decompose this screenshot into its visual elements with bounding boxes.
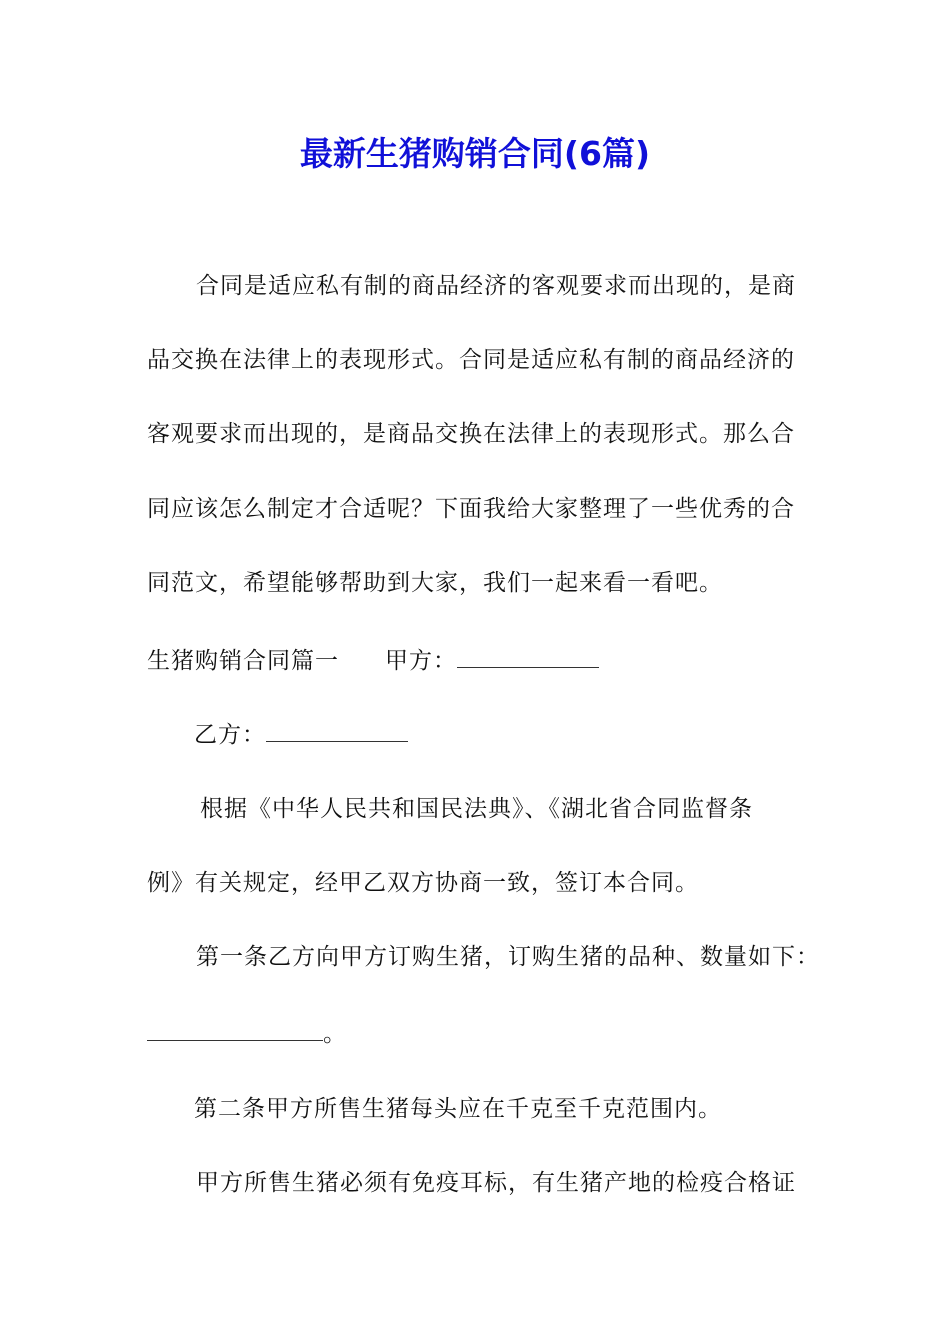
party-a-label: 甲方： <box>385 648 457 674</box>
article-2: 第二条甲方所售生猪每头应在千克至千克范围内。 <box>194 1096 722 1122</box>
intro-line-4: 同应该怎么制定才合适呢？下面我给大家整理了一些优秀的合 <box>147 496 795 522</box>
article-1-blank <box>147 1018 323 1041</box>
section-heading: 生猪购销合同篇一 <box>147 648 339 674</box>
article-2-continued: 甲方所售生猪必须有免疫耳标，有生猪产地的检疫合格证 <box>196 1170 796 1196</box>
party-b-blank <box>266 719 408 742</box>
party-b-line <box>194 719 408 750</box>
basis-line-2: 例》有关规定，经甲乙双方协商一致，签订本合同。 <box>147 870 699 896</box>
intro-line-2: 品交换在法律上的表现形式。合同是适应私有制的商品经济的 <box>147 347 795 373</box>
basis-line-1: 根据《中华人民共和国民法典》、《湖北省合同监督条 <box>200 796 753 822</box>
intro-line-3: 客观要求而出现的，是商品交换在法律上的表现形式。那么合 <box>147 421 795 447</box>
article-1-blank-line <box>147 1018 347 1049</box>
party-a-blank <box>457 645 599 668</box>
party-b-label: 乙方： <box>194 722 266 748</box>
article-1: 第一条乙方向甲方订购生猪，订购生猪的品种、数量如下： <box>196 944 820 970</box>
article-1-end: 。 <box>323 1021 347 1047</box>
intro-line-1: 合同是适应私有制的商品经济的客观要求而出现的，是商 <box>196 273 796 299</box>
section-heading-line <box>147 645 599 676</box>
document-title: 最新生猪购销合同(6篇) <box>299 134 651 173</box>
intro-line-5: 同范文，希望能够帮助到大家，我们一起来看一看吧。 <box>147 570 723 596</box>
